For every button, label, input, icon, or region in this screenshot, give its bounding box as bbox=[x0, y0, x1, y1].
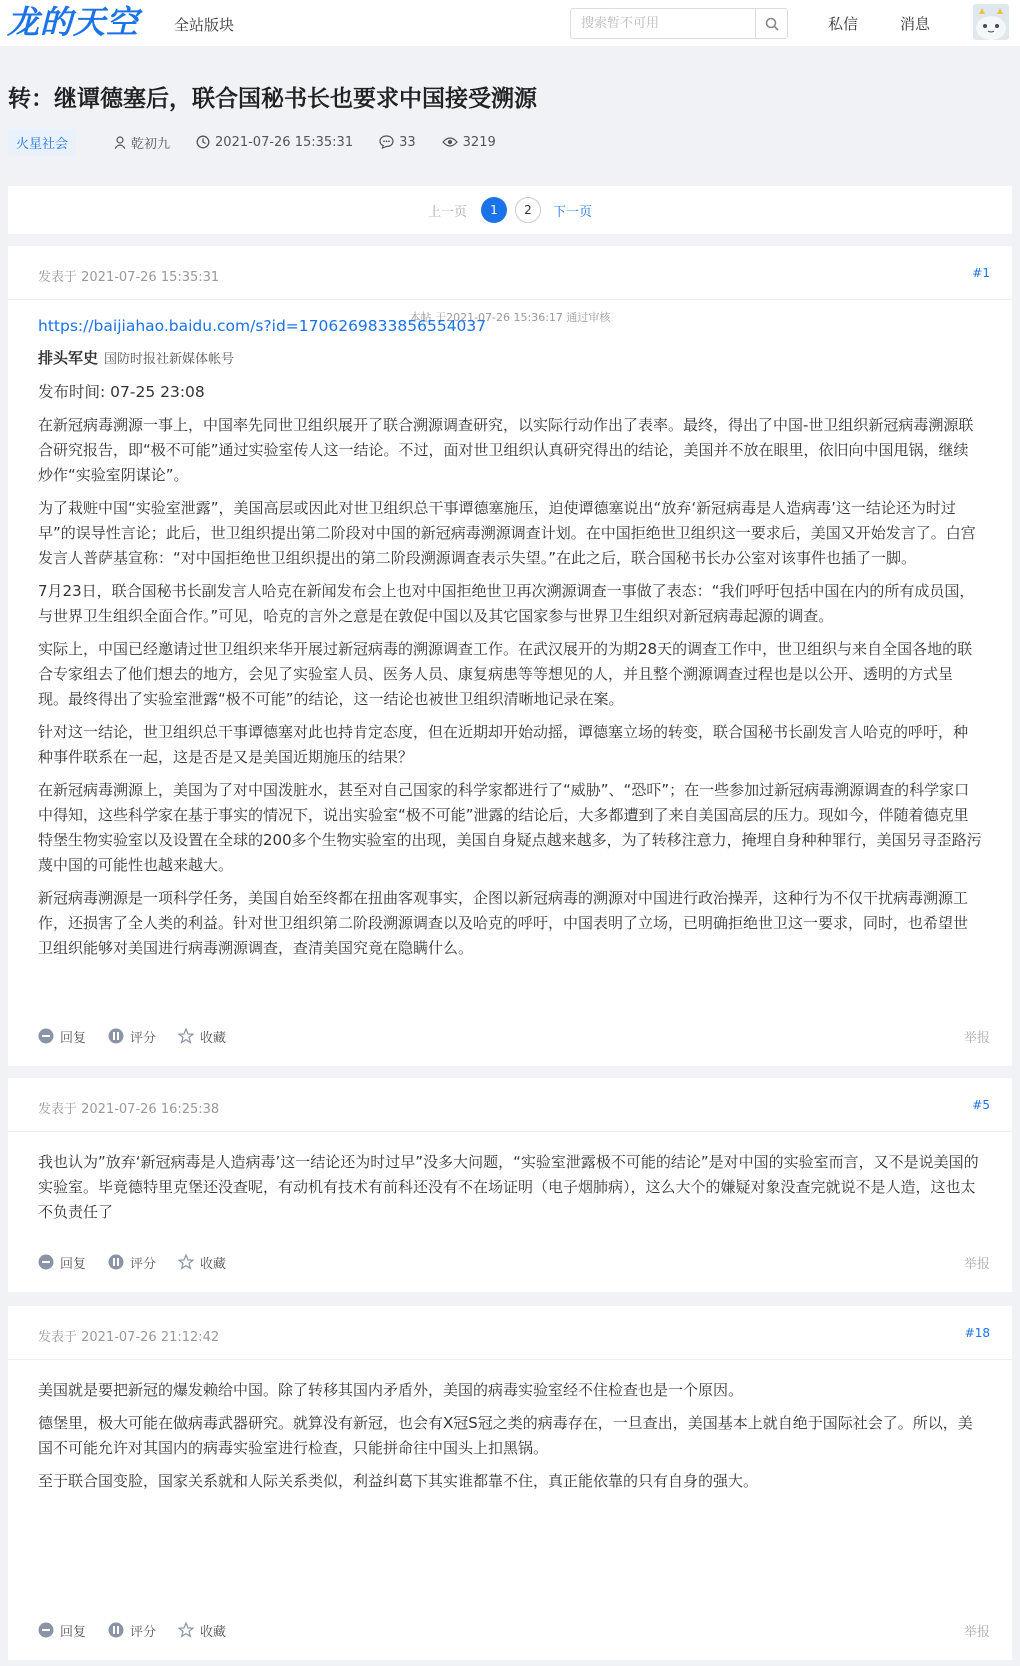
view-count-value: 3219 bbox=[462, 134, 496, 150]
audit-notice: 本帖 于2021-07-26 15:36:17 通过审核 bbox=[409, 311, 611, 324]
page-2-button[interactable]: 2 bbox=[515, 197, 541, 223]
reply-icon bbox=[38, 1622, 54, 1638]
floor-number[interactable]: #18 bbox=[964, 1326, 990, 1340]
category-tag[interactable]: 火星社会 bbox=[8, 129, 76, 156]
clock-icon bbox=[196, 135, 210, 149]
site-logo[interactable]: 龙的天空 bbox=[7, 3, 140, 41]
search-button[interactable] bbox=[755, 9, 787, 38]
report-button[interactable]: 举报 bbox=[963, 1030, 990, 1046]
paragraph: 新冠病毒溯源是一项科学任务，美国自始至终都在扭曲客观事实，企图以新冠病毒的溯源对中国进行政治操弄，这种行为不仅干扰病毒溯源工作，还损害了全人类的利益。针对世卫组织第二阶段溯源调查以及哈克的呼吁，中国表明了立场，已明确拒绝世卫这一要求，同时，也希望世卫组织能够对美国进行病毒溯源调查，查清美国究竟在隐瞒什么。 bbox=[38, 889, 969, 957]
reply-icon bbox=[38, 1028, 54, 1044]
paragraph: 德堡里，极大可能在做病毒武器研究。就算没有新冠，也会有X冠S冠之类的病毒存在，一旦查出，美国基本上就自绝于国际社会了。所以，美国不可能允许对其国内的病毒实验室进行检查，只能拼命往中国头上扣黑锅。 bbox=[38, 1414, 973, 1457]
post-header bbox=[38, 1098, 990, 1117]
user-icon bbox=[114, 136, 126, 149]
paragraph: 美国就是要把新冠的爆发赖给中国。除了转移其国内矛盾外，美国的病毒实验室经不住检查也是一个原因。 bbox=[38, 1381, 744, 1399]
divider bbox=[8, 299, 1012, 300]
star-icon bbox=[178, 1254, 194, 1270]
post-date: 发表于 2021-07-26 15:35:31 bbox=[38, 270, 220, 285]
reply-button[interactable]: 回复 bbox=[38, 1621, 86, 1640]
post-date: 发表于 2021-07-26 21:12:42 bbox=[38, 1330, 220, 1345]
search-input[interactable] bbox=[571, 9, 757, 38]
search-box bbox=[570, 8, 788, 39]
private-messages-link[interactable]: 私信 bbox=[828, 15, 859, 33]
rate-icon bbox=[108, 1028, 124, 1044]
reply-button[interactable]: 回复 bbox=[38, 1253, 86, 1272]
source-desc: 国防时报社新媒体帐号 bbox=[104, 352, 235, 367]
publish-time: 发布时间: 07-25 23:08 bbox=[38, 383, 205, 401]
post-header bbox=[38, 1326, 990, 1345]
eye-icon bbox=[442, 136, 458, 148]
star-icon bbox=[178, 1622, 194, 1638]
author-name: 乾初九 bbox=[131, 136, 171, 152]
divider bbox=[8, 1359, 1012, 1360]
source-link[interactable]: https://baijiahao.baidu.com/s?id=1706269833856554037 bbox=[38, 317, 487, 335]
comment-icon bbox=[379, 135, 394, 149]
source-name: 排头军史 bbox=[38, 349, 99, 367]
paragraph: 实际上，中国已经邀请过世卫组织来华开展过新冠病毒的溯源调查工作。在武汉展开的为期28天的调查工作中，世卫组织与来自全国各地的联合专家组去了他们想去的地方，会见了实验室人员、医务人员、康复病患等等想见的人，并且整个溯源调查过程也是以公开、透明的方式呈现。最终得出了实验室泄露“极不可能”的结论，这一结论也被世卫组织清晰地记录在案。 bbox=[38, 640, 973, 708]
thread-title: 转：继谭德塞后，联合国秘书长也要求中国接受溯源 bbox=[8, 86, 537, 112]
reply-count-value: 33 bbox=[399, 134, 416, 150]
paragraph: 在新冠病毒溯源上，美国为了对中国泼脏水，甚至对自己国家的科学家都进行了“威胁”、“恐吓”；在一些参加过新冠病毒溯源调查的科学家口中得知，这些科学家在基于事实的情况下，说出实验室“极不可能”泄露的结论后，大多都遭到了来自美国高层的压力。现如今，伴随着德克里特堡生物实验室以及设置在全球的200多个生物实验室的出现，美国自身疑点越来越多，为了转移注意力，掩埋自身种种罪行，美国另寻歪路污蔑中国的可能性也越来越大。 bbox=[38, 781, 982, 874]
search-icon bbox=[765, 17, 779, 31]
favorite-button[interactable]: 收藏 bbox=[178, 1621, 226, 1640]
post-date: 发表于 2021-07-26 16:25:38 bbox=[38, 1102, 220, 1117]
source-info bbox=[38, 346, 982, 372]
next-page-button[interactable]: 下一页 bbox=[553, 204, 593, 220]
rate-icon bbox=[108, 1622, 124, 1638]
reply-button[interactable]: 回复 bbox=[38, 1027, 86, 1046]
reply-icon bbox=[38, 1254, 54, 1270]
post-actions bbox=[38, 1026, 990, 1046]
post-time bbox=[196, 135, 353, 150]
user-avatar[interactable] bbox=[973, 4, 1009, 40]
paragraph: 至于联合国变脸，国家关系就和人际关系类似，利益纠葛下其实谁都靠不住，真正能依靠的只有自身的强大。 bbox=[38, 1472, 759, 1490]
reply-count bbox=[379, 135, 416, 150]
post-floor-18 bbox=[8, 1306, 1012, 1660]
avatar-image bbox=[973, 4, 1009, 40]
post-content bbox=[38, 1150, 982, 1233]
post-content bbox=[38, 314, 982, 969]
thread-meta bbox=[8, 128, 1008, 156]
prev-page-button[interactable]: 上一页 bbox=[427, 204, 467, 220]
rate-button[interactable]: 评分 bbox=[108, 1027, 156, 1046]
post-actions bbox=[38, 1620, 990, 1640]
report-button[interactable]: 举报 bbox=[963, 1256, 990, 1272]
favorite-button[interactable]: 收藏 bbox=[178, 1027, 226, 1046]
floor-number[interactable]: #1 bbox=[972, 266, 990, 280]
page-1-button[interactable]: 1 bbox=[481, 197, 507, 223]
view-count bbox=[442, 135, 496, 150]
paragraph: 7月23日，联合国秘书长副发言人哈克在新闻发布会上也对中国拒绝世卫再次溯源调查一事做了表态：“我们呼吁包括中国在内的所有成员国，与世界卫生组织全面合作。”可见，哈克的言外之意是在敦促中国以及其它国家参与世界卫生组织对新冠病毒起源的调查。 bbox=[38, 582, 975, 625]
paragraph: 在新冠病毒溯源一事上，中国率先同世卫组织展开了联合溯源调查研究，以实际行动作出了表率。最终，得出了中国-世卫组织新冠病毒溯源联合研究报告，即“极不可能”通过实验室传人这一结论。不过，面对世卫组织认真研究得出的结论，美国并不放在眼里，依旧向中国甩锅，继续炒作“实验室阴谋论”。 bbox=[38, 416, 974, 484]
pagination-bar bbox=[8, 186, 1012, 234]
favorite-button[interactable]: 收藏 bbox=[178, 1253, 226, 1272]
rate-button[interactable]: 评分 bbox=[108, 1621, 156, 1640]
paragraph: 针对这一结论，世卫组织总干事谭德塞对此也持肯定态度，但在近期却开始动摇，谭德塞立场的转变，联合国秘书长副发言人哈克的呼吁，种种事件联系在一起，这是否是又是美国近期施压的结果？ bbox=[38, 723, 969, 766]
top-navbar bbox=[0, 0, 1020, 46]
paragraph: 我也认为”放弃‘新冠病毒是人造病毒’这一结论还为时过早”没多大问题，“实验室泄露极不可能的结论”是对中国的实验室而言，又不是说美国的实验室。毕竟德特里克堡还没查呢，有动机有技术有前科还没有不在场证明（电子烟肺病），这么大个的嫌疑对象没查完就说不是人造，这也太不负责任了 bbox=[38, 1153, 979, 1221]
floor-number[interactable]: #5 bbox=[972, 1098, 990, 1112]
rate-button[interactable]: 评分 bbox=[108, 1253, 156, 1272]
nav-all-boards-link[interactable]: 全站版块 bbox=[174, 16, 235, 34]
post-actions bbox=[38, 1252, 990, 1272]
post-time-value: 2021-07-26 15:35:31 bbox=[215, 134, 354, 150]
notifications-link[interactable]: 消息 bbox=[900, 15, 931, 33]
rate-icon bbox=[108, 1254, 124, 1270]
post-content bbox=[38, 1378, 982, 1502]
post-header bbox=[38, 266, 990, 285]
author[interactable] bbox=[114, 133, 170, 152]
paragraph: 为了栽赃中国“实验室泄露”，美国高层或因此对世卫组织总干事谭德塞施压，迫使谭德塞说出“放弃‘新冠病毒是人造病毒’这一结论还为时过早”的误导性言论；此后，世卫组织提出第二阶段对中国的新冠病毒溯源调查计划。在中国拒绝世卫组织这一要求后，美国又开始发言了。白宫发言人普萨基宣称：“对中国拒绝世卫组织提出的第二阶段溯源调查表示失望。”在此之后，联合国秘书长办公室对该事件也插了一脚。 bbox=[38, 499, 976, 567]
report-button[interactable]: 举报 bbox=[963, 1624, 990, 1640]
divider bbox=[8, 1131, 1012, 1132]
star-icon bbox=[178, 1028, 194, 1044]
post-floor-5 bbox=[8, 1078, 1012, 1292]
post-floor-1 bbox=[8, 246, 1012, 1066]
